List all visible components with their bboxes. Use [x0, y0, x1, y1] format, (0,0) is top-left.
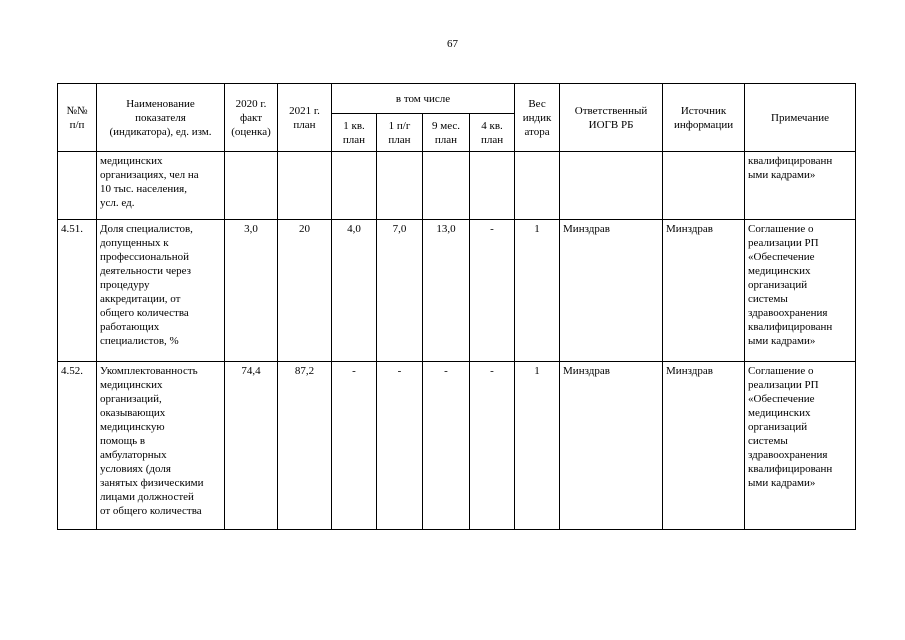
cell-responsible: Минздрав [560, 362, 663, 530]
cell-9m: 13,0 [423, 220, 470, 362]
cell-name: медицинских организациях, чел на 10 тыс. населения, усл. ед. [97, 152, 225, 220]
header-2021: 2021 г. план [278, 84, 332, 152]
cell-9m: - [423, 362, 470, 530]
cell-responsible: Минздрав [560, 220, 663, 362]
cell-h1: 7,0 [377, 220, 423, 362]
cell-source: Минздрав [663, 362, 745, 530]
cell-source [663, 152, 745, 220]
cell-2020: 74,4 [225, 362, 278, 530]
header-including: в том числе [332, 84, 515, 114]
header-name: Наименование показателя (индикатора), ед. изм. [97, 84, 225, 152]
cell-weight: 1 [515, 220, 560, 362]
cell-2021: 20 [278, 220, 332, 362]
header-num: №№ п/п [58, 84, 97, 152]
cell-note: Соглашение о реализации РП «Обеспечение медицинских организаций системы здравоохранения квалифицированн ыми кадрами» [745, 362, 856, 530]
cell-weight [515, 152, 560, 220]
cell-q1: 4,0 [332, 220, 377, 362]
cell-name: Доля специалистов, допущенных к профессиональной деятельности через процедуру аккредитации, от общего количества работающих специалистов, % [97, 220, 225, 362]
cell-q4 [470, 152, 515, 220]
indicators-table [57, 83, 856, 530]
cell-responsible [560, 152, 663, 220]
cell-q1: - [332, 362, 377, 530]
cell-q4: - [470, 220, 515, 362]
cell-note: Соглашение о реализации РП «Обеспечение медицинских организаций системы здравоохранения квалифицированн ыми кадрами» [745, 220, 856, 362]
header-source: Источник информации [663, 84, 745, 152]
cell-source: Минздрав [663, 220, 745, 362]
page-number: 67 [447, 38, 458, 50]
cell-weight: 1 [515, 362, 560, 530]
header-q1: 1 кв. план [332, 114, 377, 152]
table-row [58, 220, 856, 362]
cell-2020 [225, 152, 278, 220]
table-header-row [58, 84, 856, 114]
cell-2021 [278, 152, 332, 220]
cell-q4: - [470, 362, 515, 530]
cell-q1 [332, 152, 377, 220]
cell-name: Укомплектованность медицинских организаций, оказывающих медицинскую помощь в амбулаторных условиях (доля занятых физическими лицами должностей от общего количества [97, 362, 225, 530]
cell-2021: 87,2 [278, 362, 332, 530]
cell-note: квалифицированн ыми кадрами» [745, 152, 856, 220]
header-note: Примечание [745, 84, 856, 152]
table-row [58, 152, 856, 220]
header-responsible: Ответственный ИОГВ РБ [560, 84, 663, 152]
header-9m: 9 мес. план [423, 114, 470, 152]
cell-num [58, 152, 97, 220]
cell-h1 [377, 152, 423, 220]
cell-num: 4.51. [58, 220, 97, 362]
header-2020: 2020 г. факт (оценка) [225, 84, 278, 152]
cell-9m [423, 152, 470, 220]
table-row [58, 362, 856, 530]
header-h1: 1 п/г план [377, 114, 423, 152]
header-q4: 4 кв. план [470, 114, 515, 152]
cell-num: 4.52. [58, 362, 97, 530]
cell-2020: 3,0 [225, 220, 278, 362]
cell-h1: - [377, 362, 423, 530]
header-weight: Вес индик атора [515, 84, 560, 152]
